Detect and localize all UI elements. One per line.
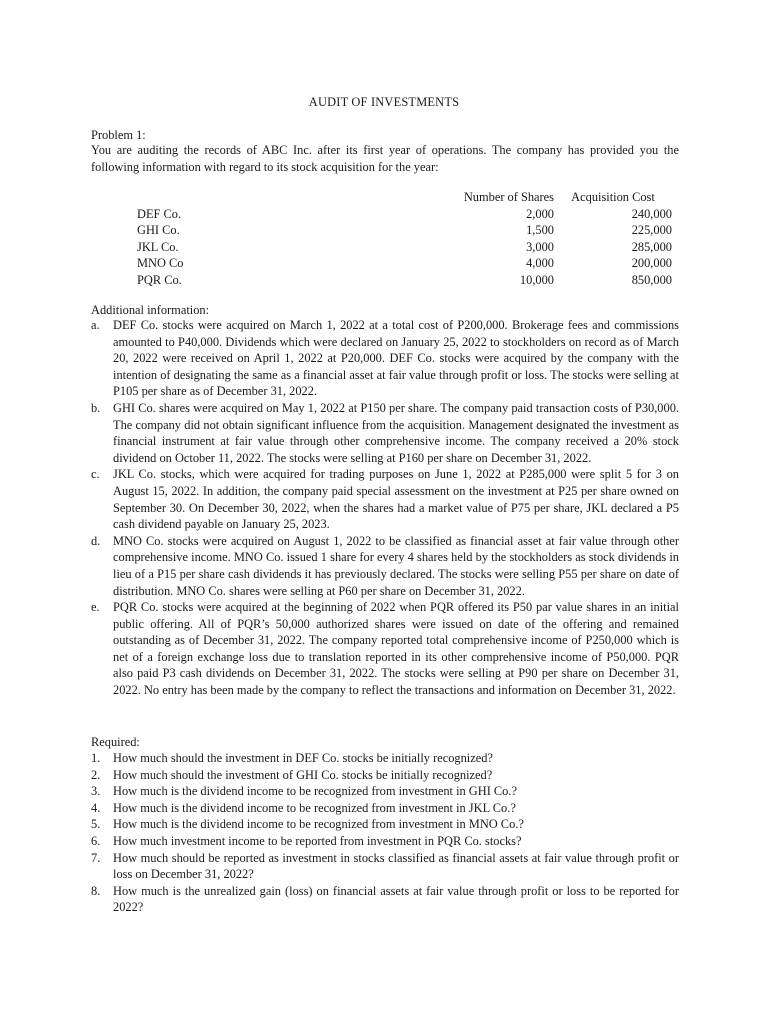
item-marker: a. [91, 318, 100, 332]
question-item [91, 850, 679, 883]
question-number: 2. [91, 767, 101, 782]
header-cost: Acquisition Cost [571, 190, 655, 204]
list-item [91, 466, 679, 532]
list-item [91, 317, 679, 400]
header-company [91, 189, 434, 206]
share-count: 4,000 [526, 256, 554, 271]
intro-paragraph: You are auditing the records of ABC Inc. after its first year of operations. The company has provided you the following information with regard to its stock acquisition for the year: [91, 143, 679, 174]
table-row [91, 239, 672, 256]
share-count: 2,000 [526, 206, 554, 221]
share-count: 3,000 [526, 239, 554, 254]
table-row [91, 206, 672, 223]
question-text: How much should the investment in DEF Co. stocks be initially recognized? [113, 751, 493, 765]
item-text: MNO Co. stocks were acquired on August 1, 2022 to be classified as financial asset at fair value through other comprehensive income. MNO Co. issued 1 share for every 4 shares held by the stockholders as stock dividends in lieu of a P15 per share cash dividends it has previously declared. The stocks were selling P55 per share on date of distribution. MNO Co. shares were selling at P60 per share on December 31, 2022. [113, 533, 679, 598]
question-text: How much should the investment of GHI Co. stocks be initially recognized? [113, 767, 493, 782]
question-item [91, 800, 679, 817]
question-number: 3. [91, 784, 101, 799]
share-count: 1,500 [526, 223, 554, 238]
company-name: DEF Co. [137, 206, 182, 221]
list-item [91, 599, 679, 699]
header-shares: Number of Shares [463, 190, 554, 204]
company-name: JKL Co. [137, 239, 179, 254]
company-name: GHI Co. [137, 223, 180, 238]
list-item [91, 533, 679, 599]
item-text: JKL Co. stocks, which were acquired for trading purposes on June 1, 2022 at P285,000 were split 5 for 3 on August 15, 2022. In addition, the company paid special assessment on the investment at P25 per share owned on September 30. On December 30, 2022, when the shares had a market value of P75 per share, JKL declared a P5 cash dividend payable on January 25, 2023. [113, 467, 679, 532]
required-list [91, 750, 679, 916]
table-row [91, 222, 672, 239]
question-text: How much is the dividend income to be recognized from investment in GHI Co.? [113, 784, 517, 799]
question-text: How much investment income to be reported from investment in PQR Co. stocks? [113, 833, 522, 848]
table-header-row [91, 189, 672, 206]
question-text: How much should be reported as investment in stocks classified as financial assets at fair value through profit or loss on December 31, 2022? [113, 850, 679, 882]
stock-acquisition-table [91, 189, 672, 289]
question-number: 1. [91, 751, 101, 765]
question-item [91, 783, 679, 800]
item-text: GHI Co. shares were acquired on May 1, 2022 at P150 per share. The company paid transaction costs of P30,000. The company did not obtain significant influence from the acquisition. Management designated the investment as financial instrument at fair value through other comprehensive income. The company received a 20% stock dividend on October 11, 2022. The stocks were selling at P160 per share on December 31, 2022. [113, 400, 679, 465]
question-text: How much is the unrealized gain (loss) on financial assets at fair value through profit or loss to be reported for 2022? [113, 883, 679, 915]
question-item [91, 750, 679, 767]
company-name: MNO Co [137, 256, 184, 271]
item-marker: d. [91, 533, 101, 548]
item-text: DEF Co. stocks were acquired on March 1, 2022 at a total cost of P200,000. Brokerage fees and commissions amounted to P40,000. Dividends which were declared on January 25, 2022 to stockholders on record as of March 20, 2022 were received on April 1, 2022 at P20,000. DEF Co. stocks were acquired by the company with the intention of designating the same as a financial asset at fair value through profit or loss. The stocks were selling at P105 per share as of December 31, 2022. [113, 318, 679, 399]
item-marker: b. [91, 400, 101, 415]
acquisition-cost: 850,000 [631, 272, 672, 287]
acquisition-cost: 200,000 [631, 256, 672, 271]
question-number: 8. [91, 883, 101, 898]
acquisition-cost: 285,000 [631, 239, 672, 254]
item-marker: c. [91, 467, 100, 482]
additional-info-label: Additional information: [91, 303, 210, 317]
acquisition-cost: 225,000 [631, 223, 672, 238]
item-marker: e. [91, 600, 100, 615]
question-number: 5. [91, 817, 101, 832]
question-text: How much is the dividend income to be recognized from investment in MNO Co.? [113, 817, 524, 832]
question-item [91, 833, 679, 850]
table-row [91, 255, 672, 272]
share-count: 10,000 [519, 272, 554, 287]
question-item [91, 767, 679, 784]
question-item [91, 816, 679, 833]
question-number: 4. [91, 800, 101, 815]
required-label: Required: [91, 735, 140, 749]
problem-label: Problem 1: [91, 128, 146, 142]
acquisition-cost: 240,000 [631, 206, 672, 221]
item-text: PQR Co. stocks were acquired at the beginning of 2022 when PQR offered its P50 par value shares in an initial public offering. All of PQR’s 50,000 authorized shares were issued on date of the offering and remained outstanding as of December 31, 2022. The company reported total comprehensive income of P250,000 which is net of a foreign exchange loss due to translation reported in its other comprehensive income of P50,000. PQR also paid P3 cash dividends on December 31, 2022. The stocks were selling at P90 per share on December 31, 2022. No entry has been made by the company to reflect the transactions and information on December 31, 2022. [113, 600, 679, 698]
question-number: 7. [91, 850, 101, 865]
table-row [91, 272, 672, 289]
question-text: How much is the dividend income to be recognized from investment in JKL Co.? [113, 800, 516, 815]
question-item [91, 883, 679, 916]
list-item [91, 400, 679, 466]
company-name: PQR Co. [137, 272, 182, 287]
document-title: AUDIT OF INVESTMENTS [308, 95, 460, 109]
additional-info-list [91, 317, 679, 699]
question-number: 6. [91, 833, 101, 848]
